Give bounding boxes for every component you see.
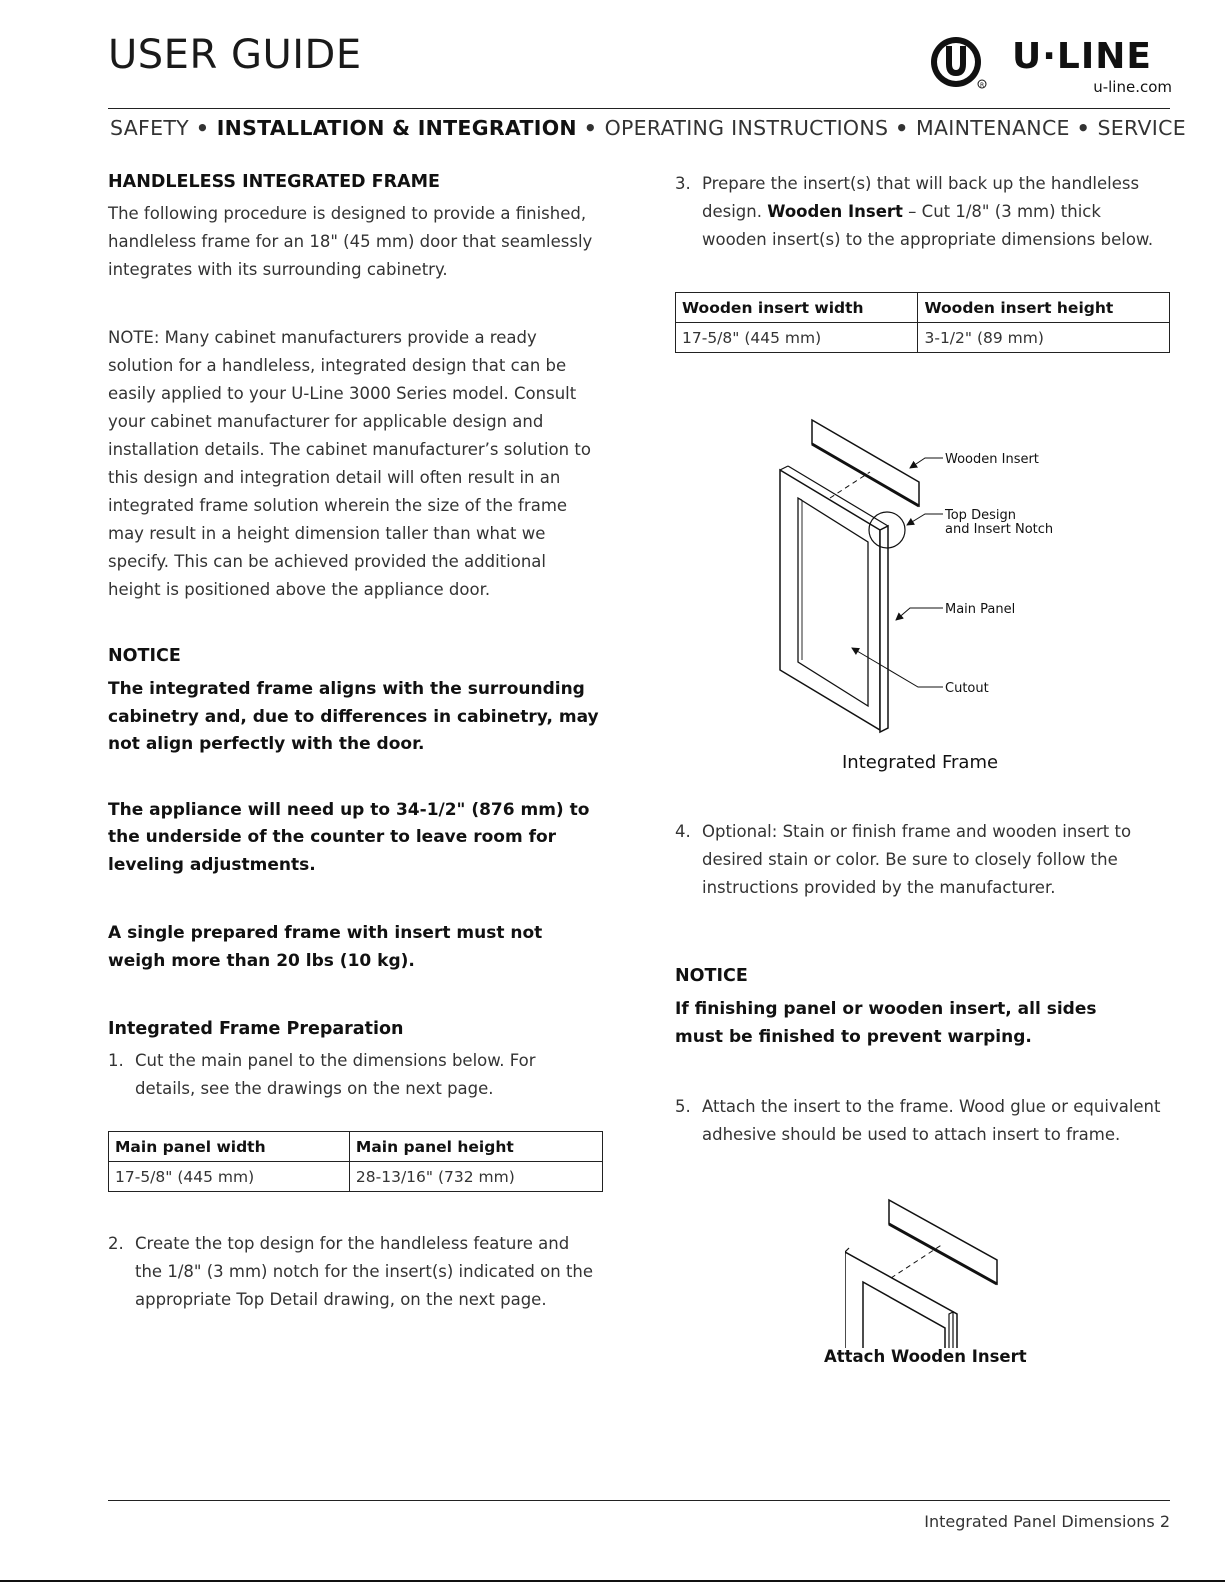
notice-label: NOTICE (108, 646, 181, 666)
table-cell: 28-13/16" (732 mm) (349, 1162, 602, 1192)
table-header-row (676, 293, 1170, 323)
main-panel-table (108, 1131, 603, 1192)
logo-url[interactable]: u-line.com (1093, 78, 1172, 96)
step-number: 3. (675, 174, 691, 193)
page-title: USER GUIDE (108, 32, 362, 78)
section-nav (110, 116, 1187, 140)
main-panel-shape (780, 466, 888, 732)
step-number: 4. (675, 822, 691, 841)
note-paragraph: NOTE: Many cabinet manufacturers provide a ready solution for a handleless, integrated design that can be easily applied to your U-Line 3000 Series model. Consult your cabinet manufacturer for applicable design and installation details. The cabinet manufacturer’s solution to this design and integration detail will often result in an integrated frame solution wherein the size of the frame may result in a height dimension taller than what we specify. This can be achieved provided the additional height is positioned above the appliance door. (108, 328, 591, 599)
left-column (108, 172, 608, 1314)
nav-item-operating[interactable]: OPERATING INSTRUCTIONS (604, 116, 889, 140)
leader-line (907, 514, 943, 525)
notice-label: NOTICE (675, 966, 748, 986)
figure-label: and Insert Notch (945, 522, 1054, 537)
leader-line (910, 458, 943, 468)
nav-separator: • (1076, 116, 1098, 140)
logo-wordmark: U·LINE (1012, 36, 1152, 77)
figure-caption: Integrated Frame (842, 752, 999, 773)
figure-label: Cutout (945, 681, 989, 696)
step-text: Attach the insert to the frame. Wood glue or equivalent adhesive should be used to attach insert to frame. (702, 1097, 1161, 1144)
brand-logo[interactable] (936, 34, 1176, 98)
figure-caption: Attach Wooden Insert (824, 1347, 1027, 1366)
step-text: – Cut 1/8" (3 mm) thick wooden insert(s) to the appropriate dimensions below. (702, 202, 1154, 249)
list-item (108, 1230, 598, 1314)
list-item (108, 1047, 568, 1103)
footer-page-label: Integrated Panel Dimensions 2 (924, 1512, 1170, 1531)
step-text: Prepare the insert(s) that will back up the handleless design. (702, 174, 1140, 221)
header-divider (108, 108, 1170, 109)
alignment-dashed-line (830, 472, 870, 498)
table-header: Wooden insert height (918, 293, 1170, 323)
footer-divider (108, 1500, 1170, 1501)
nav-item-service[interactable]: SERVICE (1097, 116, 1187, 140)
nav-separator: • (895, 116, 916, 140)
table-row (109, 1162, 603, 1192)
nav-separator: • (195, 116, 217, 140)
attach-insert-diagram (845, 1198, 1015, 1348)
figure-label: Top Design (945, 508, 1016, 523)
notice-text: A single prepared frame with insert must not weigh more than 20 lbs (10 kg). (108, 923, 543, 971)
wooden-insert-shape (812, 420, 919, 506)
step-text: Optional: Stain or finish frame and wooden insert to desired stain or color. Be sure to closely follow the instructions provided by the manufacturer. (702, 822, 1132, 897)
intro-paragraph: The following procedure is designed to provide a finished, handleless frame for an 18" (45 mm) door that seamlessly integrates with its surrounding cabinetry. (108, 204, 593, 279)
table-header: Main panel width (109, 1132, 350, 1162)
wooden-insert-shape (889, 1200, 997, 1284)
section-heading: HANDLELESS INTEGRATED FRAME (108, 172, 441, 192)
nav-item-safety[interactable]: SAFETY (110, 116, 190, 140)
main-panel-shape (845, 1248, 957, 1348)
integrated-frame-diagram (770, 410, 1100, 750)
table-cell: 3-1/2" (89 mm) (918, 323, 1170, 353)
table-header-row (109, 1132, 603, 1162)
leader-line (896, 608, 943, 620)
notice-text: If finishing panel or wooden insert, all sides must be finished to prevent warping. (675, 999, 1097, 1047)
right-column-lower (675, 818, 1175, 1149)
step-text: Create the top design for the handleless feature and the 1/8" (3 mm) notch for the insert(s) indicated on the appropriate Top Detail drawing, on the next page. (135, 1234, 594, 1309)
subsection-heading: Integrated Frame Preparation (108, 1019, 404, 1039)
nav-separator: • (583, 116, 605, 140)
step-number: 5. (675, 1097, 691, 1116)
wooden-insert-table (675, 292, 1170, 353)
figure-label: Main Panel (945, 602, 1016, 617)
nav-item-installation[interactable]: INSTALLATION & INTEGRATION (216, 116, 577, 140)
step-text-bold: Wooden Insert (767, 202, 903, 221)
step-text: Cut the main panel to the dimensions below. For details, see the drawings on the next page. (135, 1051, 536, 1098)
right-column (675, 170, 1175, 353)
list-item (675, 818, 1165, 902)
page-bottom-border (0, 1580, 1225, 1582)
table-cell: 17-5/8" (445 mm) (109, 1162, 350, 1192)
notice-text: The integrated frame aligns with the surrounding cabinetry and, due to differences in cabinetry, may not align perfectly with the door. (108, 679, 599, 754)
table-header: Wooden insert width (676, 293, 918, 323)
table-cell: 17-5/8" (445 mm) (676, 323, 918, 353)
step-number: 1. (108, 1051, 124, 1070)
table-header: Main panel height (349, 1132, 602, 1162)
step-number: 2. (108, 1234, 124, 1253)
list-item (675, 170, 1165, 254)
u-line-logo-icon (930, 34, 990, 94)
svg-text:R: R (980, 82, 985, 89)
list-item (675, 1093, 1175, 1149)
notice-text: The appliance will need up to 34-1/2" (876 mm) to the underside of the counter to leave room for leveling adjustments. (108, 799, 590, 875)
figure-label: Wooden Insert (945, 452, 1039, 467)
table-row (676, 323, 1170, 353)
nav-item-maintenance[interactable]: MAINTENANCE (915, 116, 1070, 140)
